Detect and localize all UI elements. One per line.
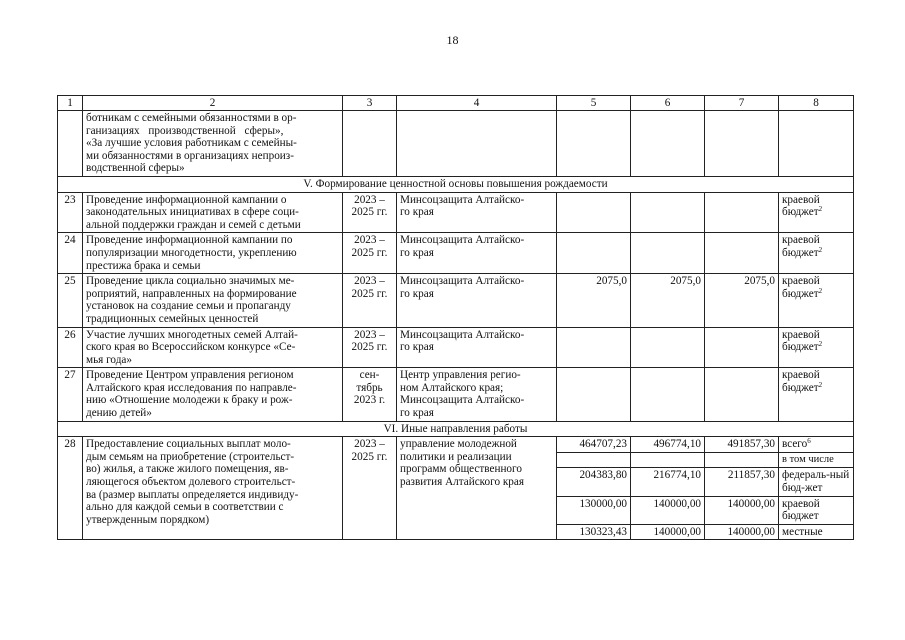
section-title: VI. Иные направления работы	[58, 421, 854, 437]
value-2024	[631, 233, 705, 274]
section-row	[58, 421, 854, 437]
measure-text: Предоставление социальных выплат моло- дым семьям на приобретение (строительст- во) жилья, а также жилого помещения, яв- ляющегося объектом долевого строительст- ва (размер выплаты определяется индивиду- ально для каждой семьи в соответствии с утвержденным порядком)	[83, 437, 343, 540]
value-2025: 140000,00	[705, 524, 779, 540]
table-row	[58, 192, 854, 233]
value-2025	[705, 327, 779, 368]
funding-source: краевой бюджет$^2$	[779, 192, 854, 233]
funding-source: местные	[779, 524, 854, 540]
value-2024: 496774,10	[631, 437, 705, 453]
value-2025	[705, 192, 779, 233]
value-2023	[557, 192, 631, 233]
column-number: 7	[705, 96, 779, 111]
value-2025	[705, 233, 779, 274]
funding-source: краевой бюджет$^2$	[779, 233, 854, 274]
value-2023	[557, 233, 631, 274]
funding-source: краевой бюджет$^2$	[779, 274, 854, 327]
value-2024	[631, 368, 705, 421]
measure-text: Участие лучших многодетных семей Алтай- ского края во Всероссийском конкурсе «Се- мья года»	[83, 327, 343, 368]
value-2025: 2075,0	[705, 274, 779, 327]
executor: Центр управления регио- ном Алтайского края; Минсоцзащита Алтайско- го края	[397, 368, 557, 421]
value-2025: 211857,30	[705, 468, 779, 496]
measure-text: Проведение Центром управления регионом Алтайского края исследования по направле- нию «Отношение молодежи к браку и рож- дению детей»	[83, 368, 343, 421]
value-2023	[557, 368, 631, 421]
measures-table	[57, 95, 854, 540]
period: сен- тябрь 2023 г.	[343, 368, 397, 421]
period: 2023 – 2025 гг.	[343, 327, 397, 368]
value-2023	[557, 327, 631, 368]
row-number: 27	[58, 368, 83, 421]
executor: Минсоцзащита Алтайско- го края	[397, 274, 557, 327]
column-number: 5	[557, 96, 631, 111]
period: 2023 – 2025 гг.	[343, 274, 397, 327]
funding-source: федераль-ный бюд-жет	[779, 468, 854, 496]
continued-row	[58, 111, 854, 177]
section-row	[58, 176, 854, 192]
value-2023: 130323,43	[557, 524, 631, 540]
value-2023: 130000,00	[557, 496, 631, 524]
value-2024: 140000,00	[631, 524, 705, 540]
measure-text: Проведение информационной кампании по популяризации многодетности, укреплению престижа брака и семьи	[83, 233, 343, 274]
row-number: 25	[58, 274, 83, 327]
period: 2023 – 2025 гг.	[343, 192, 397, 233]
value-2024: 216774,10	[631, 468, 705, 496]
column-number: 1	[58, 96, 83, 111]
measure-text: Проведение цикла социально значимых ме- роприятий, направленных на формирование установок на создание семьи и пропаганду традиционных семейных ценностей	[83, 274, 343, 327]
period: 2023 – 2025 гг.	[343, 233, 397, 274]
value-2025	[705, 368, 779, 421]
column-number-row	[58, 96, 854, 111]
column-number: 8	[779, 96, 854, 111]
funding-source: всего$^6$	[779, 437, 854, 453]
funding-source: в том числе	[779, 452, 854, 468]
value-2024: 2075,0	[631, 274, 705, 327]
value-2024	[631, 452, 705, 468]
table-row	[58, 233, 854, 274]
value-2025	[705, 452, 779, 468]
measure-text: Проведение информационной кампании о законодательных инициативах в сфере соци- альной поддержки граждан и семей с детьми	[83, 192, 343, 233]
column-number: 6	[631, 96, 705, 111]
column-number: 2	[83, 96, 343, 111]
period: 2023 – 2025 гг.	[343, 437, 397, 540]
executor: Минсоцзащита Алтайско- го края	[397, 233, 557, 274]
measure-text: ботникам с семейными обязанностями в ор- ганизациях производственной сферы», «За лучшие условия работникам с семейны- ми обязанностями в организациях непроиз- водственной сферы»	[83, 111, 343, 177]
row-number: 24	[58, 233, 83, 274]
value-2024	[631, 327, 705, 368]
table-row	[58, 274, 854, 327]
table-row	[58, 368, 854, 421]
page-number: 18	[446, 33, 459, 47]
column-number: 3	[343, 96, 397, 111]
row-number: 26	[58, 327, 83, 368]
row-number: 28	[58, 437, 83, 540]
executor: Минсоцзащита Алтайско- го края	[397, 192, 557, 233]
value-2025: 491857,30	[705, 437, 779, 453]
value-2023: 204383,80	[557, 468, 631, 496]
row-number: 23	[58, 192, 83, 233]
column-number: 4	[397, 96, 557, 111]
value-2024: 140000,00	[631, 496, 705, 524]
section-title: V. Формирование ценностной основы повышения рождаемости	[58, 176, 854, 192]
value-2025: 140000,00	[705, 496, 779, 524]
funding-source: краевой бюджет	[779, 496, 854, 524]
value-2023: 464707,23	[557, 437, 631, 453]
value-2024	[631, 192, 705, 233]
table-row	[58, 437, 854, 453]
funding-source: краевой бюджет$^2$	[779, 327, 854, 368]
executor: Минсоцзащита Алтайско- го края	[397, 327, 557, 368]
value-2023	[557, 452, 631, 468]
executor: управление молодежной политики и реализации программ общественного развития Алтайского края	[397, 437, 557, 540]
funding-source: краевой бюджет$^2$	[779, 368, 854, 421]
table-row	[58, 327, 854, 368]
value-2023: 2075,0	[557, 274, 631, 327]
